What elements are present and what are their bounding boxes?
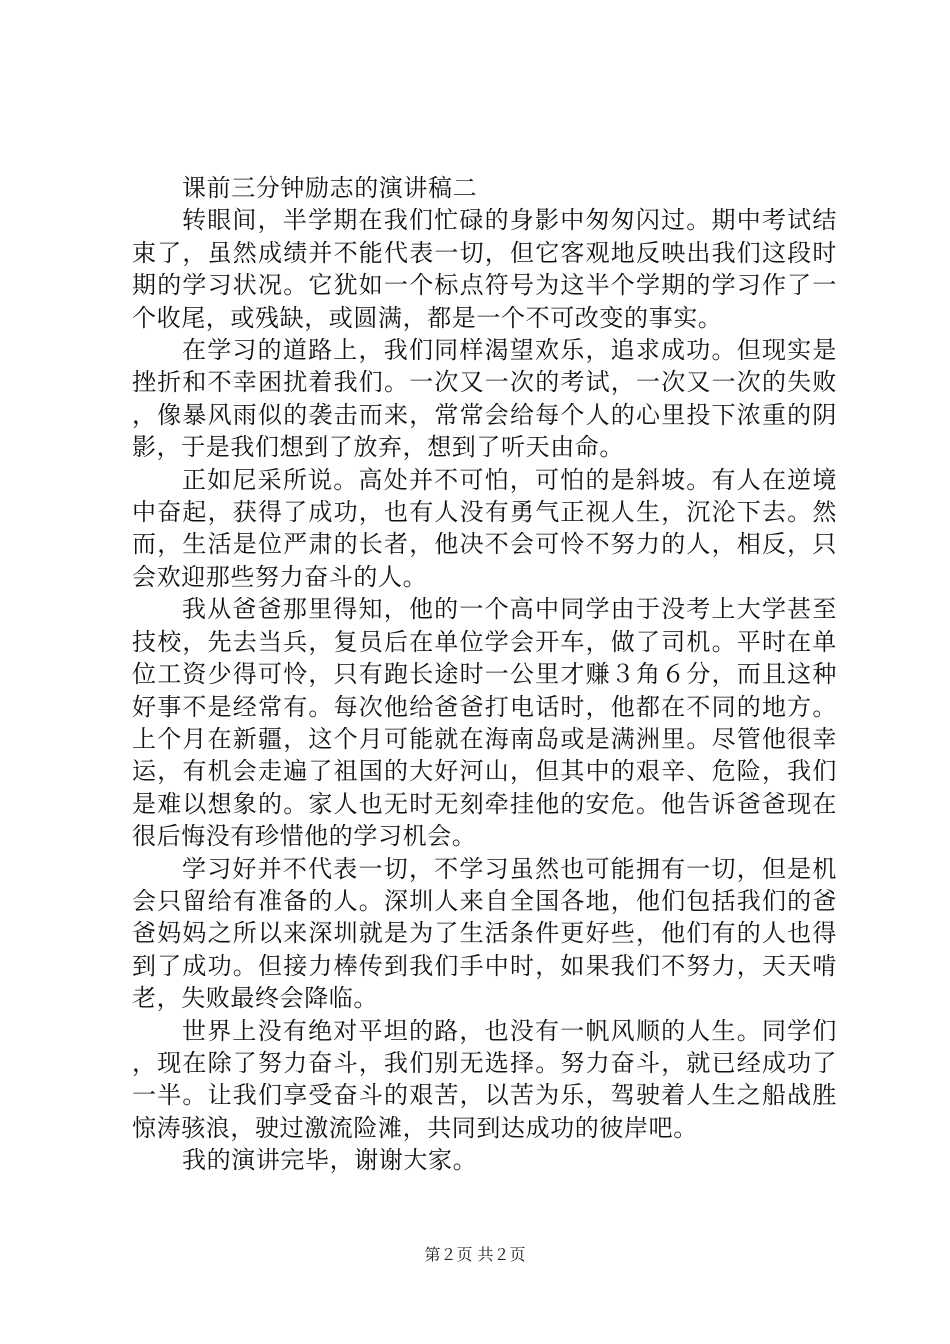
paragraph-6: 世界上没有绝对平坦的路，也没有一帆风顺的人生。同学们，现在除了努力奋斗，我们别无选择。努力奋斗，就已经成功了一半。让我们享受奋斗的艰苦，以苦为乐，驾驶着人生之船战胜惊涛骇浪，驶过激流险滩，共同到达成功的彼岸吧。	[132, 1016, 837, 1142]
paragraph-2: 在学习的道路上，我们同样渴望欢乐，追求成功。但现实是挫折和不幸困扰着我们。一次又一次的考试，一次又一次的失败，像暴风雨似的袭击而来，常常会给每个人的心里投下浓重的阴影，于是我们想到了放弃，想到了听天由命。	[132, 336, 837, 462]
document-body	[132, 172, 837, 1177]
paragraph-3: 正如尼采所说。高处并不可怕，可怕的是斜坡。有人在逆境中奋起，获得了成功，也有人没有勇气正视人生，沉沦下去。然而，生活是位严肃的长者，他决不会可怜不努力的人，相反，只会欢迎那些努力奋斗的人。	[132, 465, 837, 591]
paragraph-4: 我从爸爸那里得知，他的一个高中同学由于没考上大学甚至技校，先去当兵，复员后在单位学会开车，做了司机。平时在单位工资少得可怜，只有跑长途时一公里才赚３角６分，而且这种好事不是经常有。每次他给爸爸打电话时，他都在不同的地方。上个月在新疆，这个月可能就在海南岛或是满洲里。尽管他很幸运，有机会走遍了祖国的大好河山，但其中的艰辛、危险，我们是难以想象的。家人也无时无刻牵挂他的安危。他告诉爸爸现在很后悔没有珍惜他的学习机会。	[132, 595, 837, 851]
page-number-footer: 第２页 共２页	[424, 1245, 526, 1264]
paragraph-7: 我的演讲完毕，谢谢大家。	[182, 1146, 478, 1175]
paragraph-5: 学习好并不代表一切，不学习虽然也可能拥有一切，但是机会只留给有准备的人。深圳人来自全国各地，他们包括我们的爸爸妈妈之所以来深圳就是为了生活条件更好些，他们有的人也得到了成功。但接力棒传到我们手中时，如果我们不努力，天天啃老，失败最终会降临。	[132, 854, 837, 1013]
paragraph-1: 转眼间，半学期在我们忙碌的身影中匆匆闪过。期中考试结束了，虽然成绩并不能代表一切，但它客观地反映出我们这段时期的学习状况。它犹如一个标点符号为这半个学期的学习作了一个收尾，或残缺，或圆满，都是一个不可改变的事实。	[132, 206, 837, 332]
document-title: 课前三分钟励志的演讲稿二	[182, 174, 478, 202]
